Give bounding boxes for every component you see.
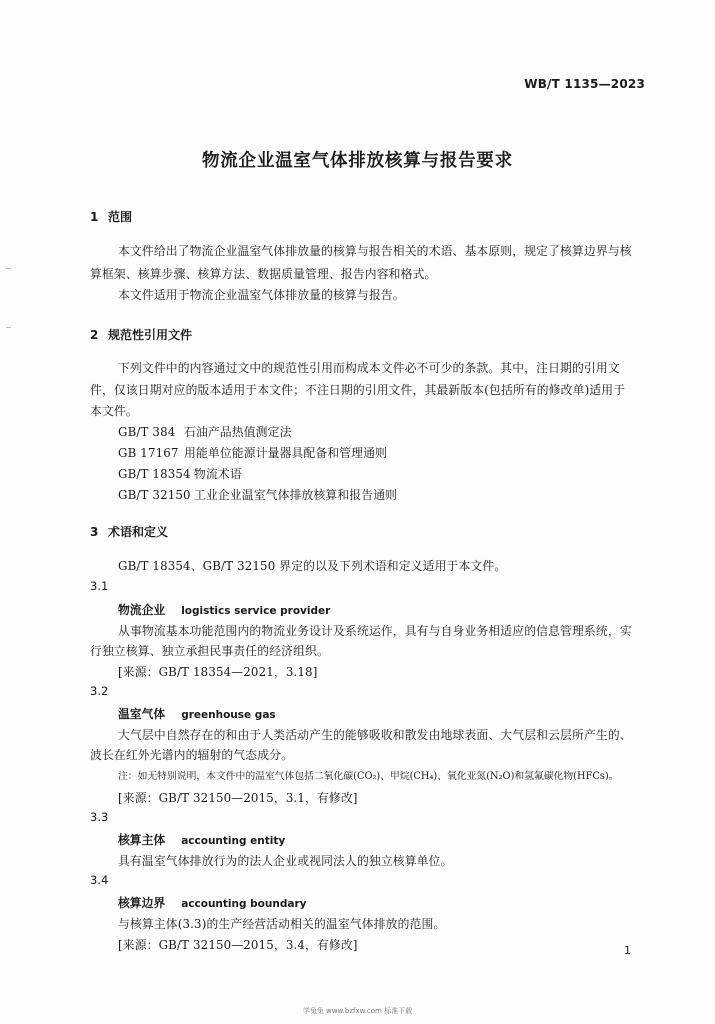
term-chinese: 核算主体 <box>118 833 166 847</box>
clause-number: 3.4 <box>90 873 109 887</box>
reference-title: 物流术语 <box>194 467 242 481</box>
section-title: 范围 <box>108 210 133 224</box>
reference-item <box>118 444 387 461</box>
clause-number: 3.1 <box>90 579 109 593</box>
standard-number: WB/T 1135—2023 <box>524 77 645 91</box>
term-row <box>118 831 285 848</box>
reference-code: GB/T 18354 <box>118 467 191 481</box>
section-2-heading <box>90 326 192 343</box>
term-row <box>118 894 306 911</box>
paragraph-line: 下列文件中的内容通过文中的规范性引用而构成本文件必不可少的条款。其中，注日期的引用文 <box>118 361 620 375</box>
section-number: 2 <box>90 328 99 342</box>
term-source: [来源：GB/T 32150—2015，3.1，有修改] <box>118 791 358 805</box>
section-3-heading <box>90 523 168 540</box>
paragraph-line: 本文件适用于物流企业温室气体排放量的核算与报告。 <box>118 288 405 302</box>
term-english: accounting boundary <box>181 898 307 910</box>
reference-item <box>118 423 292 440</box>
scan-mark <box>6 268 11 269</box>
scan-mark <box>6 327 11 328</box>
term-chinese: 温室气体 <box>118 707 166 721</box>
definition-line: 从事物流基本功能范围内的物流业务设计及系统运作，具有与自身业务相适应的信息管理系统，实 <box>118 624 632 638</box>
reference-title: 用能单位能源计量器具配备和管理通则 <box>184 446 388 460</box>
reference-title: 工业企业温室气体排放核算和报告通则 <box>194 488 398 502</box>
section-title: 规范性引用文件 <box>108 328 193 342</box>
definition-line: 行独立核算、独立承担民事责任的经济组织。 <box>90 644 329 658</box>
document-title: 物流企业温室气体排放核算与报告要求 <box>201 151 514 171</box>
section-title: 术语和定义 <box>108 525 169 539</box>
reference-item <box>118 465 242 482</box>
paragraph-line: 件，仅该日期对应的版本适用于本文件；不注日期的引用文件，其最新版本(包括所有的修改单)适用于 <box>90 383 626 397</box>
paragraph-line: 本文件给出了物流企业温室气体排放量的核算与报告相关的术语、基本原则，规定了核算边界与核 <box>118 244 632 258</box>
term-english: accounting entity <box>181 835 286 847</box>
footer-watermark: 学兔兔 www.bzfxw.com 标准下载 <box>302 1007 413 1015</box>
clause-number: 3.3 <box>90 810 109 824</box>
term-source: [来源：GB/T 18354—2021，3.18] <box>118 665 318 679</box>
term-chinese: 物流企业 <box>118 603 166 617</box>
term-row <box>118 705 276 722</box>
term-english: logistics service provider <box>181 605 331 617</box>
section-1-heading <box>90 208 132 225</box>
term-english: greenhouse gas <box>181 709 276 721</box>
clause-number: 3.2 <box>90 684 109 698</box>
paragraph-line: 算框架、核算步骤、核算方法、数据质量管理、报告内容和格式。 <box>90 267 437 281</box>
paragraph-line: GB/T 18354、GB/T 32150 界定的以及下列术语和定义适用于本文件。 <box>118 559 507 573</box>
definition-line: 具有温室气体排放行为的法人企业或视同法人的独立核算单位。 <box>118 854 453 868</box>
reference-code: GB/T 384 <box>118 425 176 439</box>
section-number: 1 <box>90 210 99 224</box>
reference-item <box>118 486 397 503</box>
definition-line: 大气层中自然存在的和由于人类活动产生的能够吸收和散发由地球表面、大气层和云层所产生的、 <box>118 728 632 742</box>
term-row <box>118 601 330 618</box>
term-note: 注：如无特别说明，本文件中的温室气体包括二氧化碳(CO₂)、甲烷(CH₄)、氧化亚氮(N₂O)和氢氟碳化物(HFCs)。 <box>118 771 619 782</box>
term-chinese: 核算边界 <box>118 896 166 910</box>
page-number: 1 <box>624 944 631 957</box>
definition-line: 与核算主体(3.3)的生产经营活动相关的温室气体排放的范围。 <box>118 917 446 931</box>
reference-title: 石油产品热值测定法 <box>184 425 292 439</box>
definition-line: 波长在红外光谱内的辐射的气态成分。 <box>90 748 294 762</box>
reference-code: GB 17167 <box>118 446 179 460</box>
paragraph-line: 本文件。 <box>90 404 138 418</box>
reference-code: GB/T 32150 <box>118 488 191 502</box>
section-number: 3 <box>90 525 99 539</box>
term-source: [来源：GB/T 32150—2015，3.4，有修改] <box>118 938 358 952</box>
